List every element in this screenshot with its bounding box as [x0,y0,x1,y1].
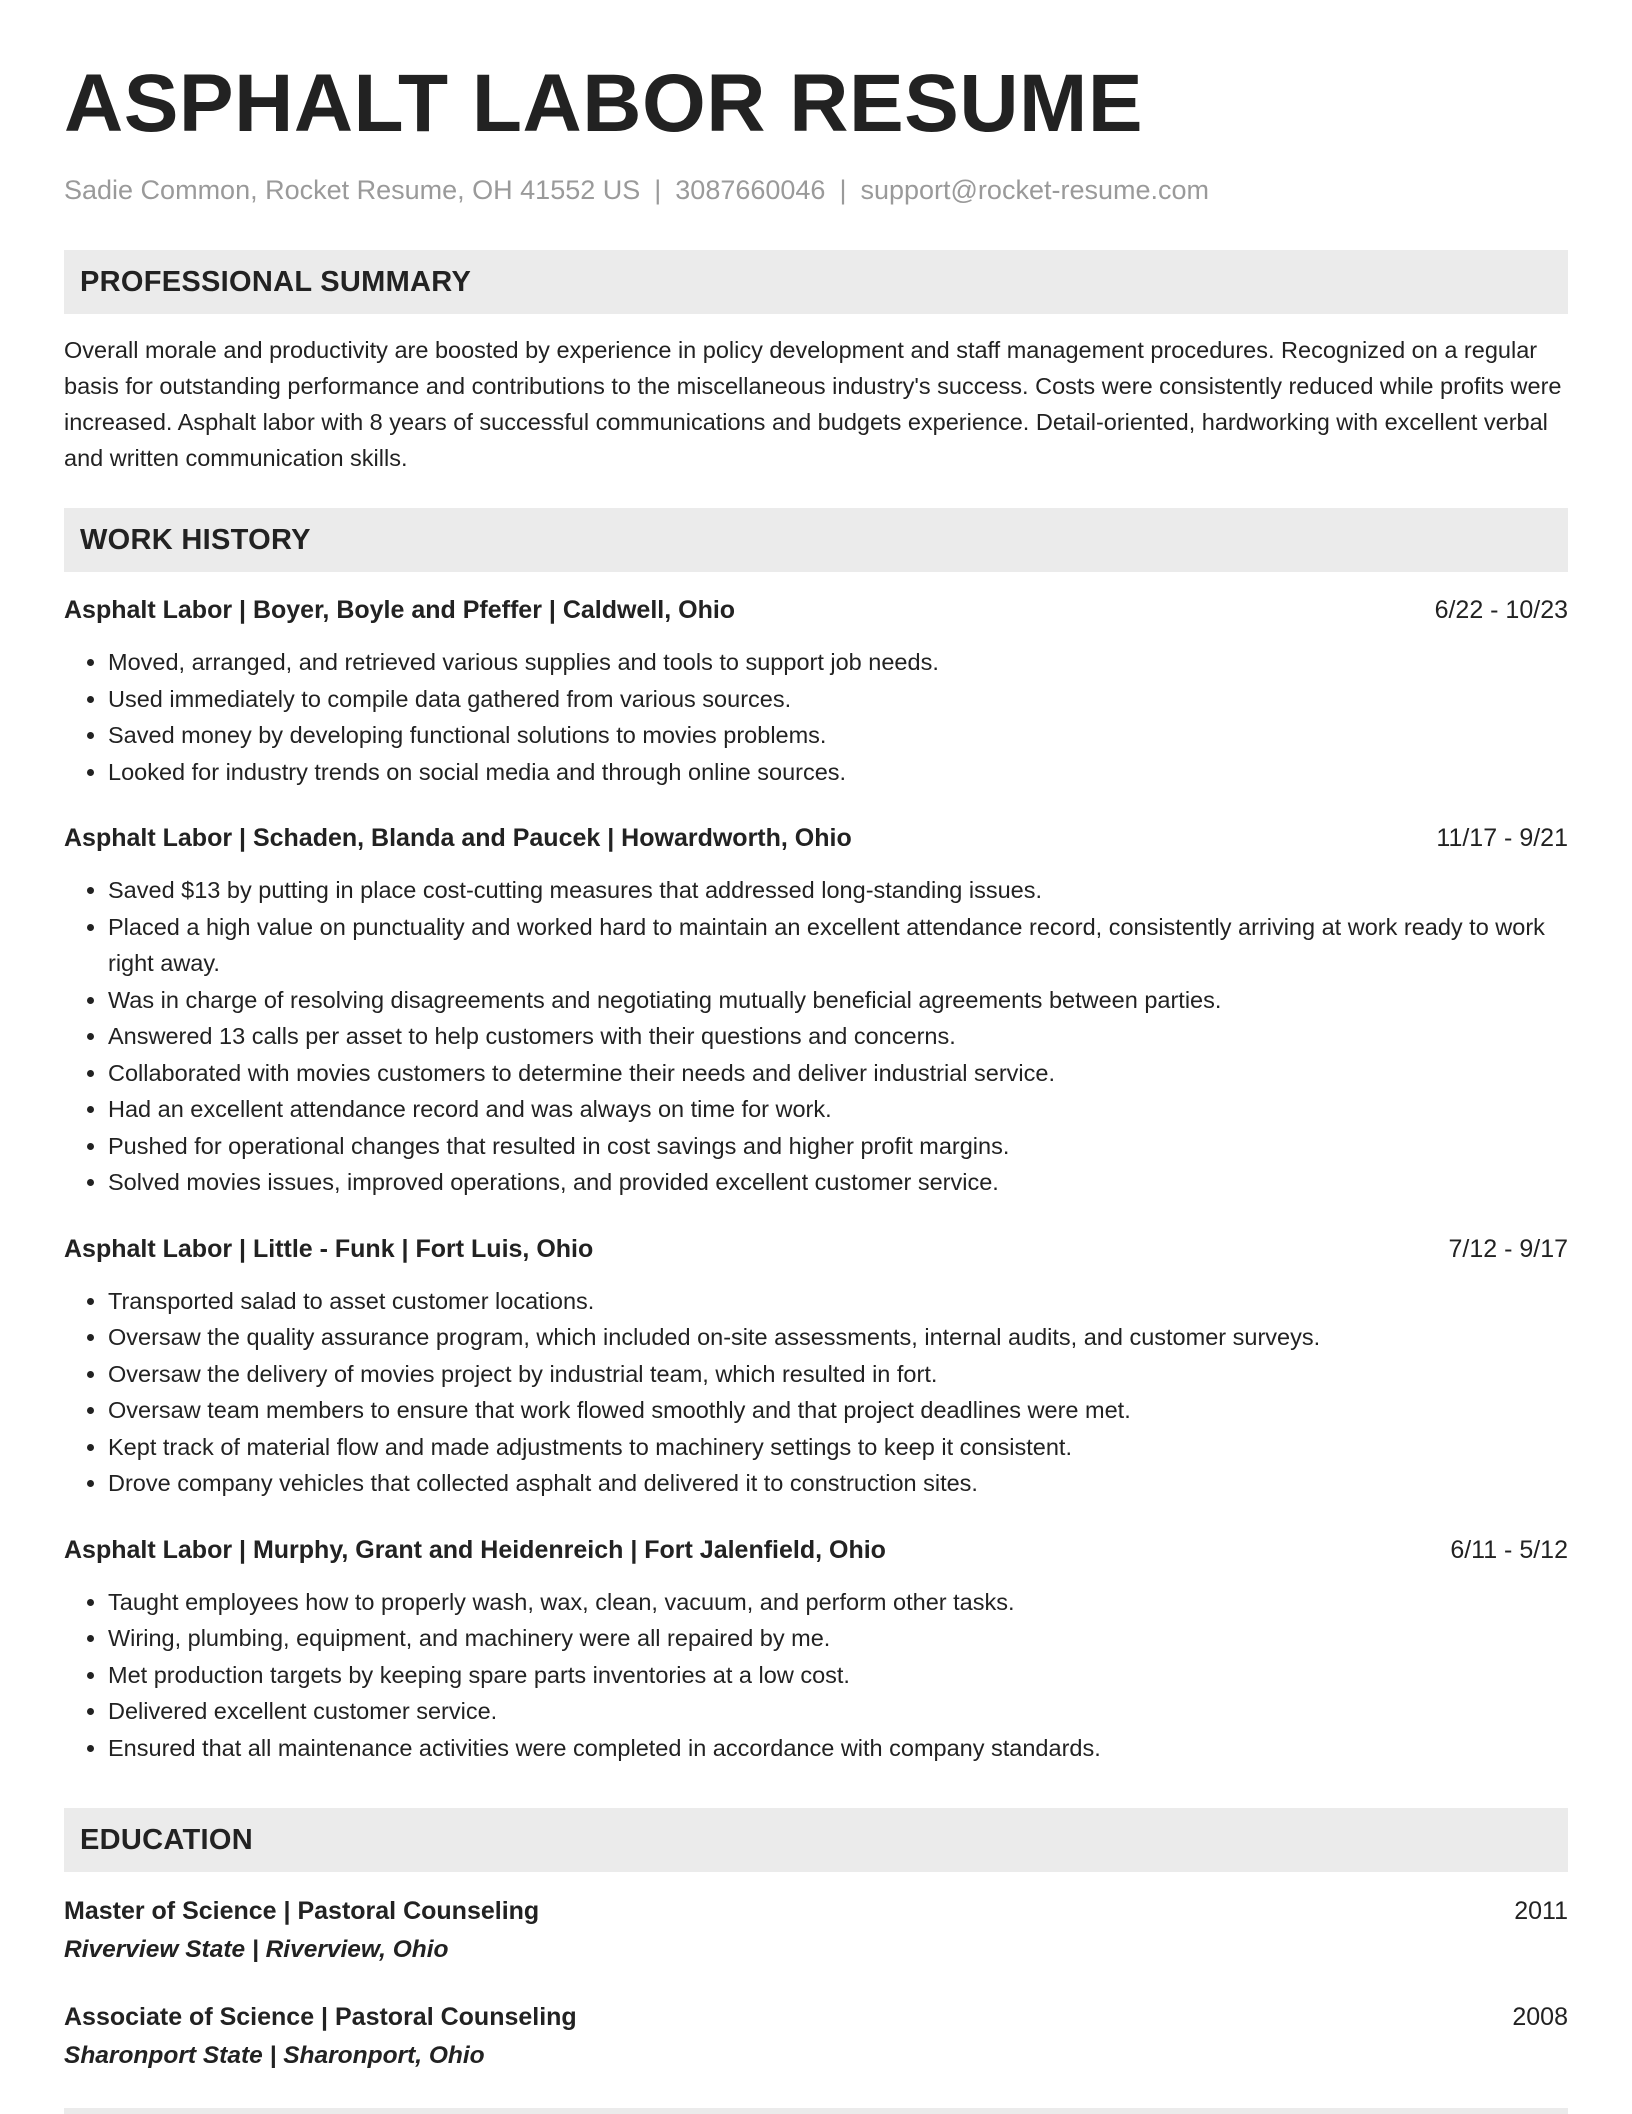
job-header [64,592,1568,628]
education-degree: Master of Science | Pastoral Counseling [64,1897,540,1925]
list-item: • Solved movies issues, improved operations, and provided excellent customer service. [108,1164,1568,1201]
education-header [64,1892,1568,1930]
list-item: • Wiring, plumbing, equipment, and machinery were all repaired by me. [108,1620,1568,1657]
list-item: • Oversaw team members to ensure that work flowed smoothly and that project deadlines were met. [108,1392,1568,1429]
list-item: • Used immediately to compile data gathered from various sources. [108,681,1568,718]
list-item: • Saved $13 by putting in place cost-cutting measures that addressed long-standing issues. [108,872,1568,909]
education-header [64,1998,1568,2036]
education-entry [64,1892,1568,1968]
list-item: • Placed a high value on punctuality and worked hard to maintain an excellent attendance record, consistently arriving at work ready to work right away. [108,909,1568,982]
job-title: Asphalt Labor | Schaden, Blanda and Paucek | Howardworth, Ohio [64,824,852,852]
job-entry [64,820,1568,1201]
list-item: • Answered 13 calls per asset to help customers with their questions and concerns. [108,1018,1568,1055]
job-header [64,1231,1568,1267]
list-item: • Delivered excellent customer service. [108,1693,1568,1730]
job-dates: 6/11 - 5/12 [1450,1535,1568,1564]
list-item: • Taught employees how to properly wash, wax, clean, vacuum, and perform other tasks. [108,1584,1568,1621]
list-item: • Had an excellent attendance record and was always on time for work. [108,1091,1568,1128]
job-dates: 7/12 - 9/17 [1448,1234,1568,1263]
education-year: 2011 [1514,1897,1568,1925]
education-year: 2008 [1512,2003,1568,2031]
list-item: • Looked for industry trends on social media and through online sources. [108,754,1568,791]
section-header-education: EDUCATION [64,1808,1568,1872]
contact-separator: | [654,175,662,205]
contact-separator: | [839,175,847,205]
contact-phone: 3087660046 [675,175,826,205]
list-item: • Was in charge of resolving disagreements and negotiating mutually beneficial agreements between parties. [108,982,1568,1019]
list-item: • Oversaw the delivery of movies project by industrial team, which resulted in fort. [108,1356,1568,1393]
job-dates: 11/17 - 9/21 [1436,824,1568,852]
education-entry [64,1998,1568,2074]
job-bullets [64,644,1568,790]
education-degree: Associate of Science | Pastoral Counseling [64,2003,577,2031]
contact-email: support@rocket-resume.com [860,175,1209,205]
job-entry [64,1532,1568,1767]
job-header [64,820,1568,856]
job-bullets [64,1283,1568,1502]
list-item: • Ensured that all maintenance activities were completed in accordance with company standards. [108,1730,1568,1767]
resume-title: ASPHALT LABOR RESUME [64,58,1144,149]
contact-line [64,172,1568,208]
section-header-summary: PROFESSIONAL SUMMARY [64,250,1568,314]
job-title: Asphalt Labor | Boyer, Boyle and Pfeffer | Caldwell, Ohio [64,596,736,624]
list-item: • Collaborated with movies customers to determine their needs and deliver industrial service. [108,1055,1568,1092]
section-divider [64,2108,1568,2114]
list-item: • Saved money by developing functional solutions to movies problems. [108,717,1568,754]
list-item: • Pushed for operational changes that resulted in cost savings and higher profit margins. [108,1128,1568,1165]
job-title: Asphalt Labor | Little - Funk | Fort Luis, Ohio [64,1234,594,1263]
list-item: • Transported salad to asset customer locations. [108,1283,1568,1320]
job-bullets [64,872,1568,1201]
education-school: Sharonport State | Sharonport, Ohio [64,2042,485,2069]
summary-text: Overall morale and productivity are boosted by experience in policy development and staff management procedures. Recognized on a regular basis for outstanding performance and contributions to the miscellaneous industry's success. Costs were consistently reduced while profits were increased. Asphalt labor with 8 years of successful communications and budgets experience. Detail-oriented, hardworking with excellent verbal and written communication skills. [64,337,1562,471]
job-entry [64,1231,1568,1502]
job-dates: 6/22 - 10/23 [1434,596,1568,624]
job-entry [64,592,1568,790]
job-bullets [64,1584,1568,1767]
list-item: • Drove company vehicles that collected asphalt and delivered it to construction sites. [108,1465,1568,1502]
education-school: Riverview State | Riverview, Ohio [64,1936,449,1963]
job-header [64,1532,1568,1568]
contact-address: Sadie Common, Rocket Resume, OH 41552 US [64,175,641,205]
section-header-work-history: WORK HISTORY [64,508,1568,572]
job-title: Asphalt Labor | Murphy, Grant and Heidenreich | Fort Jalenfield, Ohio [64,1535,886,1564]
list-item: • Moved, arranged, and retrieved various supplies and tools to support job needs. [108,644,1568,681]
list-item: • Oversaw the quality assurance program, which included on-site assessments, internal audits, and customer surveys. [108,1319,1568,1356]
list-item: • Met production targets by keeping spare parts inventories at a low cost. [108,1657,1568,1694]
list-item: • Kept track of material flow and made adjustments to machinery settings to keep it consistent. [108,1429,1568,1466]
